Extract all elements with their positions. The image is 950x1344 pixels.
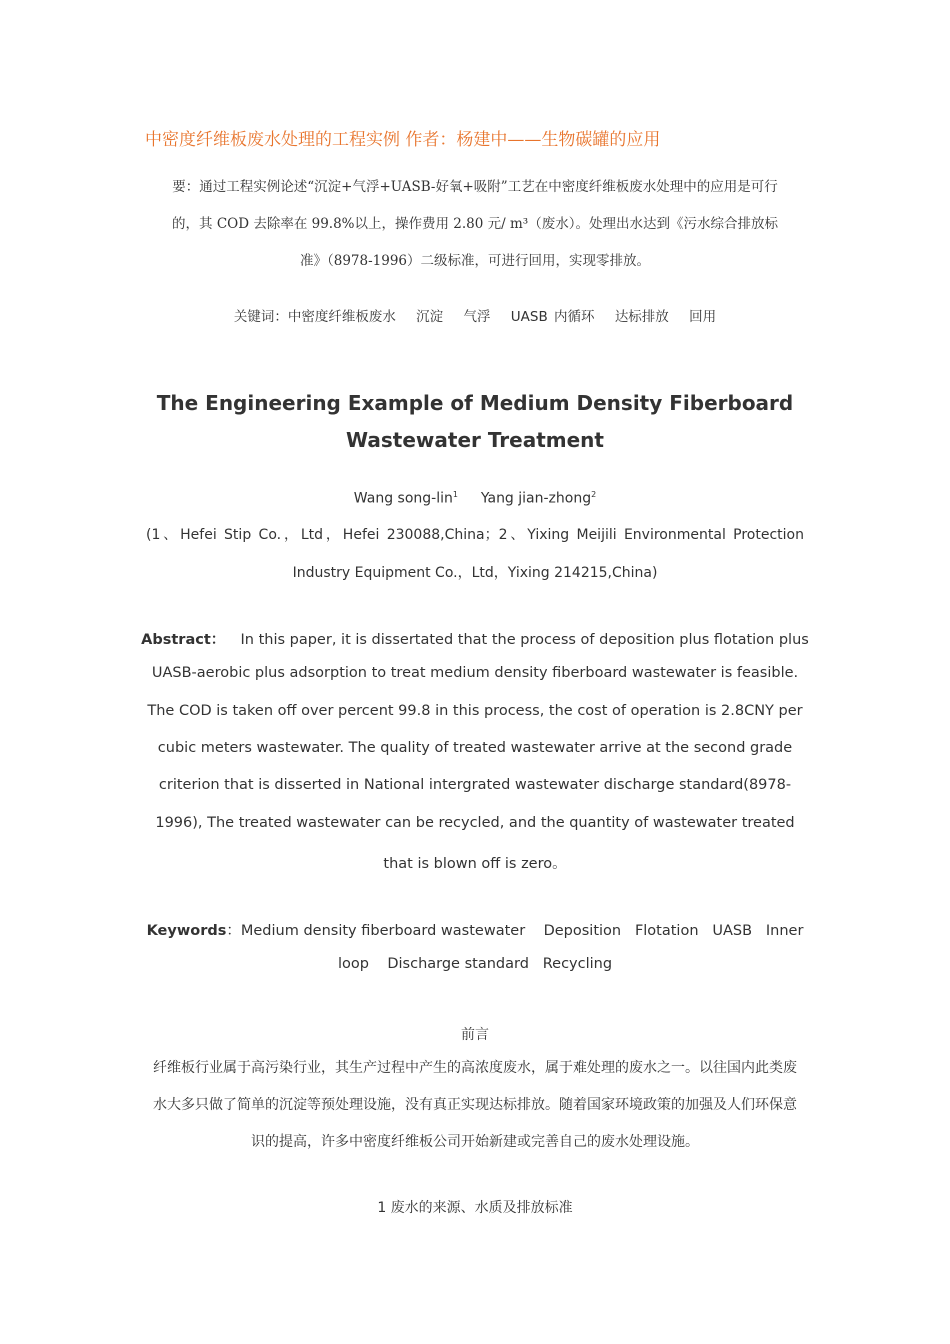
chinese-keywords — [140, 305, 810, 325]
preface-line-2: 水大多只做了简单的沉淀等预处理设施，没有真正实现达标排放。随着国家环境政策的加强及人们环保意 — [153, 1097, 797, 1113]
english-abstract-line-5: criterion that is disserted in National intergrated wastewater discharge standard(8978- — [158, 777, 792, 793]
chinese-abstract-line-1: 要：通过工程实例论述“沉淀+气浮+UASB-好氧+吸附”工艺在中密度纤维板废水处理中的应用是可行 — [172, 179, 778, 195]
author-list — [140, 490, 810, 507]
preface-line-3: 识的提高，许多中密度纤维板公司开始新建或完善自己的废水处理设施。 — [251, 1134, 699, 1150]
author-affiliation-marker: 2 — [591, 490, 597, 499]
abstract-label: Abstract： — [141, 632, 226, 648]
author-name: Wang song-lin — [353, 490, 453, 507]
english-abstract-line-3: The COD is taken off over percent 99.8 in this process, the cost of operation is 2.8CNY per — [147, 703, 803, 719]
english-abstract-line-6: 1996), The treated wastewater can be recycled, and the quantity of wastewater treated — [155, 815, 795, 831]
english-keywords-text: Medium density fiberboard wastewater Deposition Flotation UASB Inner — [240, 923, 804, 939]
english-title-line-2: Wastewater Treatment — [346, 428, 604, 452]
section-title: 废水的来源、水质及排放标准 — [390, 1200, 573, 1216]
english-abstract-line-7: that is blown off is zero。 — [383, 856, 567, 872]
chinese-keyword: 沉淀 — [416, 309, 444, 325]
chinese-keyword: UASB — [510, 309, 548, 325]
keywords-separator: ： — [226, 923, 241, 939]
affiliation-line-2: Industry Equipment Co.，Ltd，Yixing 214215,China) — [292, 565, 658, 581]
chinese-keyword: 内循环 — [554, 309, 595, 325]
preface-line-1: 纤维板行业属于高污染行业，其生产过程中产生的高浓度废水，属于难处理的废水之一。以往国内此类废 — [153, 1060, 797, 1076]
chinese-abstract-line-3: 准》（8978-1996）二级标准，可进行回用，实现零排放。 — [299, 253, 651, 269]
english-title-line-1: The Engineering Example of Medium Density Fiberboard — [156, 391, 794, 415]
english-abstract-line-4: cubic meters wastewater. The quality of treated wastewater arrive at the second grade — [157, 740, 793, 756]
english-abstract-text: In this paper, it is dissertated that the process of deposition plus flotation plus — [240, 632, 809, 648]
chinese-title: 中密度纤维板废水处理的工程实例 作者：杨建中——生物碳罐的应用 — [145, 130, 661, 150]
english-abstract-line-2: UASB-aerobic plus adsorption to treat medium density fiberboard wastewater is feasible. — [151, 665, 799, 681]
section-number: 1 — [377, 1200, 387, 1216]
chinese-abstract-line-2: 的，其 COD 去除率在 99.8%以上，操作费用 2.80 元/ m³（废水）。处理出水达到《污水综合排放标 — [172, 216, 778, 232]
author-name: Yang jian-zhong — [480, 490, 592, 507]
chinese-keyword: 回用 — [689, 309, 717, 325]
preface-heading: 前言 — [461, 1027, 489, 1043]
section-1-heading — [140, 1197, 810, 1217]
chinese-keyword: 达标排放 — [614, 309, 669, 325]
author-affiliation-marker: 1 — [452, 490, 458, 499]
english-keywords-line-2: loop Discharge standard Recycling — [337, 956, 613, 972]
english-abstract-line-1 — [140, 628, 810, 649]
english-keywords-line-1 — [140, 919, 810, 940]
chinese-keyword: 中密度纤维板废水 — [287, 309, 396, 325]
affiliation-line-1: (1、Hefei Stip Co.，Ltd，Hefei 230088,China；2、Yixing Meijili Environmental Protection — [146, 527, 804, 543]
chinese-keyword: 气浮 — [463, 309, 491, 325]
chinese-keywords-label: 关键词： — [233, 309, 288, 325]
keywords-label: Keywords — [146, 923, 227, 939]
